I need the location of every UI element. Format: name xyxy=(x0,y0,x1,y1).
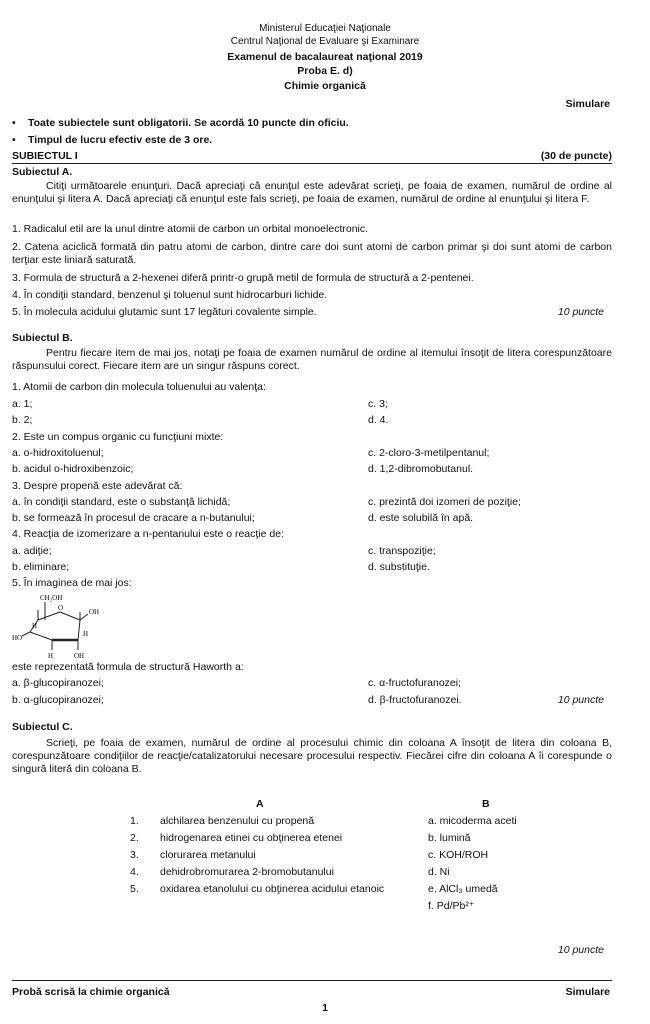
q4: 4. Reacţia de izomerizare a n-pentanului este o reacţie de: xyxy=(12,528,284,540)
q5: 5. În imaginea de mai jos: xyxy=(12,577,132,589)
subiect-a-item-5: 5. În molecula acidului glutamic sunt 17 legături covalente simple. xyxy=(12,306,317,318)
subiect-a-points: 10 puncte xyxy=(557,306,604,318)
simulare-label: Simulare xyxy=(565,98,610,110)
column-a-item-4: 4. dehidrobromurarea 2-bromobutanului xyxy=(130,866,334,878)
q1-opt-a: a. 1; xyxy=(12,398,33,410)
column-b-item-a: a. micoderma aceti xyxy=(428,815,517,827)
note-1: • Toate subiectele sunt obligatorii. Se acordă 10 puncte din oficiu. xyxy=(12,117,349,129)
column-b-item-d: d. Ni xyxy=(428,866,450,878)
haworth-h-label-2: H xyxy=(48,652,54,660)
q5-opt-b: b. α-glucopiranozei; xyxy=(12,694,104,706)
column-b-title: B xyxy=(482,798,490,810)
column-a-title: A xyxy=(256,798,264,810)
haworth-oh-label-2: OH xyxy=(74,652,85,660)
q2-opt-d: d. 1,2-dibromobutanul. xyxy=(368,463,474,475)
subiect-a-item-3: 3. Formula de structură a 2-hexenei diferă printr-o grupă metil de formula de structură a 2-pentenei. xyxy=(12,272,474,284)
subiectul-1-header xyxy=(12,150,612,163)
subiectul-1-title: SUBIECTUL I xyxy=(12,150,78,162)
subiect-a-item-4: 4. În condiţii standard, benzenul şi toluenul sunt hidrocarburi lichide. xyxy=(12,289,328,301)
subiect-a-item-2: 2. Catena aciclică formată din patru atomi de carbon, dintre care doi sunt atomi de carbon primar şi doi sunt atomi de carbon terţiar este liniară saturată. xyxy=(12,241,612,266)
haworth-o-label: O xyxy=(58,604,64,612)
subiect-b-intro: Pentru fiecare item de mai jos, notaţi pe foaia de examen numărul de ordine al itemului însoţit de litera corespunzătoare răspunsului corect. Fiecare item are un singur răspuns corect. xyxy=(12,347,612,372)
footer-left: Probă scrisă la chimie organică xyxy=(12,986,170,998)
ministry-title: Ministerul Educaţiei Naţionale xyxy=(259,23,391,34)
haworth-h-label-1: H xyxy=(32,622,38,630)
q2-opt-a: a. o-hidroxitoluenul; xyxy=(12,447,104,459)
subiectul-1-points: (30 de puncte) xyxy=(540,150,612,162)
haworth-oh-label-1: OH xyxy=(89,608,100,616)
q4-opt-a: a. adiţie; xyxy=(12,545,52,557)
q4-opt-b: b. eliminare; xyxy=(12,561,70,573)
q1-opt-d: d. 4. xyxy=(368,414,389,426)
q2-opt-c: c. 2-cloro-3-metilpentanul; xyxy=(368,447,490,459)
subiect-b-title: Subiectul B. xyxy=(12,332,73,344)
q3-opt-a: a. în condiţii standard, este o substanţă lichidă; xyxy=(12,496,231,508)
subiect-c-intro: Scrieţi, pe foaia de examen, numărul de ordine al procesului chimic din coloana A însoţit de litera din coloana B, corespunzătoare condiţiilor de reacţie/catalizatorului necesare procesului respectiv. Fiecărei cifre din coloana A îi corespunde o singură literă din coloana B. xyxy=(12,737,612,775)
q5-after: este reprezentată formula de structură Haworth a: xyxy=(12,661,244,673)
note-2: • Timpul de lucru efectiv este de 3 ore. xyxy=(12,134,213,146)
column-a-item-1: 1. alchilarea benzenului cu propenă xyxy=(130,815,315,827)
subiect-a-intro: Citiţi următoarele enunţuri. Dacă apreciaţi că enunţul este adevărat scrieţi, pe foaia de examen, numărul de ordine al enunţului şi litera A. Dacă apreciaţi că enunţul este fals scrieţi, pe foaia de examen, numărul de ordine al enunţului şi litera F. xyxy=(12,180,612,205)
q5-opt-c: c. α-fructofuranozei; xyxy=(368,677,462,689)
subiect-c-title: Subiectul C. xyxy=(12,721,73,733)
exam-title: Examenul de bacalaureat naţional 2019 xyxy=(227,51,423,63)
column-b-item-f: f. Pd/Pb²⁺ xyxy=(428,900,475,912)
haworth-ch2oh-label: CH₂OH xyxy=(40,594,63,602)
haworth-structure-image xyxy=(10,590,110,662)
proba-title: Proba E. d) xyxy=(297,65,353,77)
q2: 2. Este un compus organic cu funcţiuni mixte: xyxy=(12,431,224,443)
haworth-ho-label: HO xyxy=(12,634,23,642)
page-number: 1 xyxy=(322,1002,328,1014)
divider xyxy=(12,163,612,164)
column-a-item-5: 5. oxidarea etanolului cu obţinerea acidului etanoic xyxy=(130,883,385,895)
haworth-h-label-3: H xyxy=(83,630,89,638)
q3-opt-c: c. prezintă doi izomeri de poziţie; xyxy=(368,496,521,508)
q1: 1. Atomii de carbon din molecula toluenului au valenţa: xyxy=(12,381,266,393)
subiect-a-item-1: 1. Radicalul etil are la unul dintre atomii de carbon un orbital monoelectronic. xyxy=(12,223,369,235)
column-b-item-b: b. lumină xyxy=(428,832,471,844)
q1-opt-b: b. 2; xyxy=(12,414,33,426)
q4-opt-d: d. substituţie. xyxy=(368,561,430,573)
column-b-item-c: c. KOH/ROH xyxy=(428,849,489,861)
q3: 3. Despre propenă este adevărat că: xyxy=(12,480,183,492)
q5-opt-d: d. β-fructofuranozei. xyxy=(368,694,462,706)
center-title: Centrul Naţional de Evaluare şi Examinare xyxy=(230,36,420,47)
column-a-item-2: 2. hidrogenarea etinei cu obţinerea etenei xyxy=(130,832,343,844)
q4-opt-c: c. transpoziţie; xyxy=(368,545,436,557)
footer-divider xyxy=(12,980,612,981)
q5-opt-a: a. β-glucopiranozei; xyxy=(12,677,104,689)
column-a-item-3: 3. clorurarea metanului xyxy=(130,849,256,861)
q3-opt-d: d. este solubilă în apă. xyxy=(368,512,474,524)
q1-opt-c: c. 3; xyxy=(368,398,388,410)
q3-opt-b: b. se formează în procesul de cracare a n-butanului; xyxy=(12,512,255,524)
q2-opt-b: b. acidul o-hidroxibenzoic; xyxy=(12,463,134,475)
column-b-item-e: e. AlCl₃ umedă xyxy=(428,883,498,895)
subiect-a-title: Subiectul A. xyxy=(12,166,73,178)
subiect-c-points: 10 puncte xyxy=(557,944,604,956)
subiect-b-points: 10 puncte xyxy=(557,694,604,706)
footer-right: Simulare xyxy=(565,986,610,998)
subject-title: Chimie organică xyxy=(284,80,366,92)
